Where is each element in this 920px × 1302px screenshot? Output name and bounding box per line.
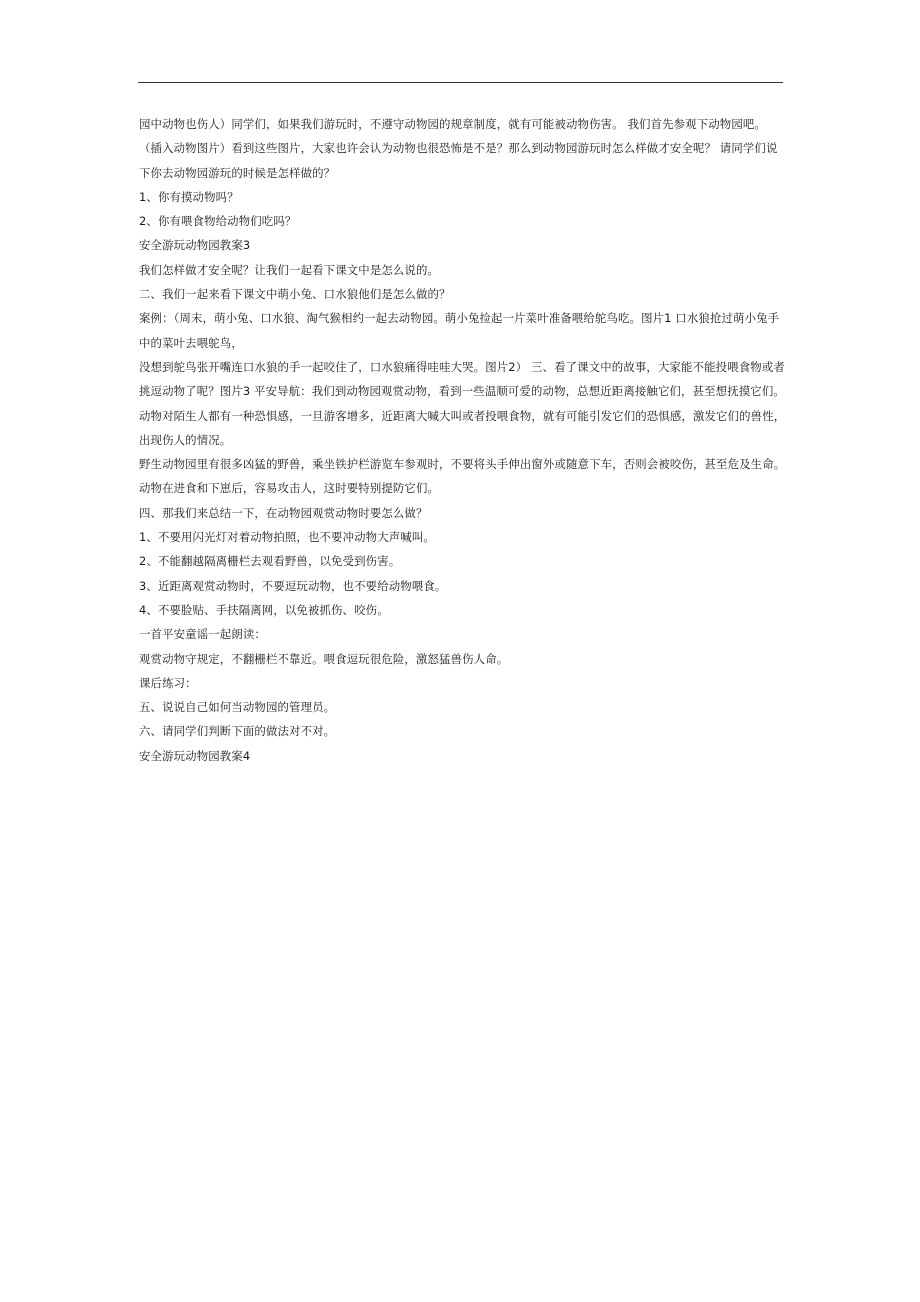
document-body bbox=[139, 112, 787, 768]
section-heading: 安全游玩动物园教案4 bbox=[139, 748, 251, 763]
paragraph: （插入动物图片）看到这些图片，大家也许会认为动物也很恐怖是不是？那么到动物园游玩时怎么样做才安全呢？ 请同学们说下你去动物园游玩的时候是怎样做的？ bbox=[139, 141, 778, 180]
paragraph: 园中动物也伤人）同学们，如果我们游玩时，不遵守动物园的规章制度，就有可能被动物伤害。 我们首先参观下动物园吧。 bbox=[139, 117, 766, 131]
paragraph: 一首平安童谣一起朗读： bbox=[139, 627, 266, 642]
paragraph: 四、那我们来总结一下，在动物园观赏动物时要怎么做？ bbox=[139, 505, 428, 520]
section-heading: 安全游玩动物园教案3 bbox=[139, 238, 251, 253]
paragraph: 二、我们一起来看下课文中萌小兔、口水狼他们是怎么做的？ bbox=[139, 287, 451, 302]
list-item: 1、不要用闪光灯对着动物拍照，也不要冲动物大声喊叫。 bbox=[139, 530, 435, 545]
paragraph: 我们怎样做才安全呢？让我们一起看下课文中是怎么说的。 bbox=[139, 262, 440, 277]
paragraph: 六、请同学们判断下面的做法对不对。 bbox=[139, 724, 336, 739]
paragraph: 观赏动物守规定，不翻栅栏不靠近。喂食逗玩很危险，激怒猛兽伤人命。 bbox=[139, 651, 509, 666]
list-item: 4、不要脸贴、手扶隔离网，以免被抓伤、咬伤。 bbox=[139, 602, 389, 617]
list-item: 3、近距离观赏动物时，不要逗玩动物，也不要给动物喂食。 bbox=[139, 578, 447, 593]
paragraph: 五、说说自己如何当动物园的管理员。 bbox=[139, 700, 336, 715]
list-item: 2、不能翻越隔离栅栏去观看野兽，以免受到伤害。 bbox=[139, 554, 401, 569]
paragraph: 案例：（周末，萌小兔、口水狼、淘气猴相约一起去动物园。萌小兔捡起一片菜叶准备喂给鸵鸟吃。图片1 口水狼抢过萌小兔手中的菜叶去喂鸵鸟， bbox=[139, 311, 780, 350]
list-item: 2、你有喂食物给动物们吃吗？ bbox=[139, 214, 297, 229]
paragraph: 动物对陌生人都有一种恐惧感，一旦游客增多，近距离大喊大叫或者投喂食物，就有可能引发它们的恐惧感，激发它们的兽性，出现伤人的情况。 bbox=[139, 408, 786, 447]
list-item: 1、你有摸动物吗？ bbox=[139, 189, 239, 204]
paragraph: 课后练习： bbox=[139, 675, 197, 690]
paragraph: 没想到鸵鸟张开嘴连口水狼的手一起咬住了，口水狼痛得哇哇大哭。图片2） 三、看了课文中的故事，大家能不能投喂食物或者挑逗动物了呢？图片3 平安导航：我们到动物园观赏动物，看到一些温顺可爱的动物，总想近距离接触它们，甚至想抚摸它们。 bbox=[139, 359, 785, 399]
paragraph: 野生动物园里有很多凶猛的野兽，乘坐铁护栏游览车参观时，不要将头手伸出窗外或随意下车，否则会被咬伤，甚至危及生命。 动物在进食和下崽后，容易攻击人，这时要特别提防它们。 bbox=[139, 457, 786, 496]
header-rule bbox=[138, 82, 783, 83]
